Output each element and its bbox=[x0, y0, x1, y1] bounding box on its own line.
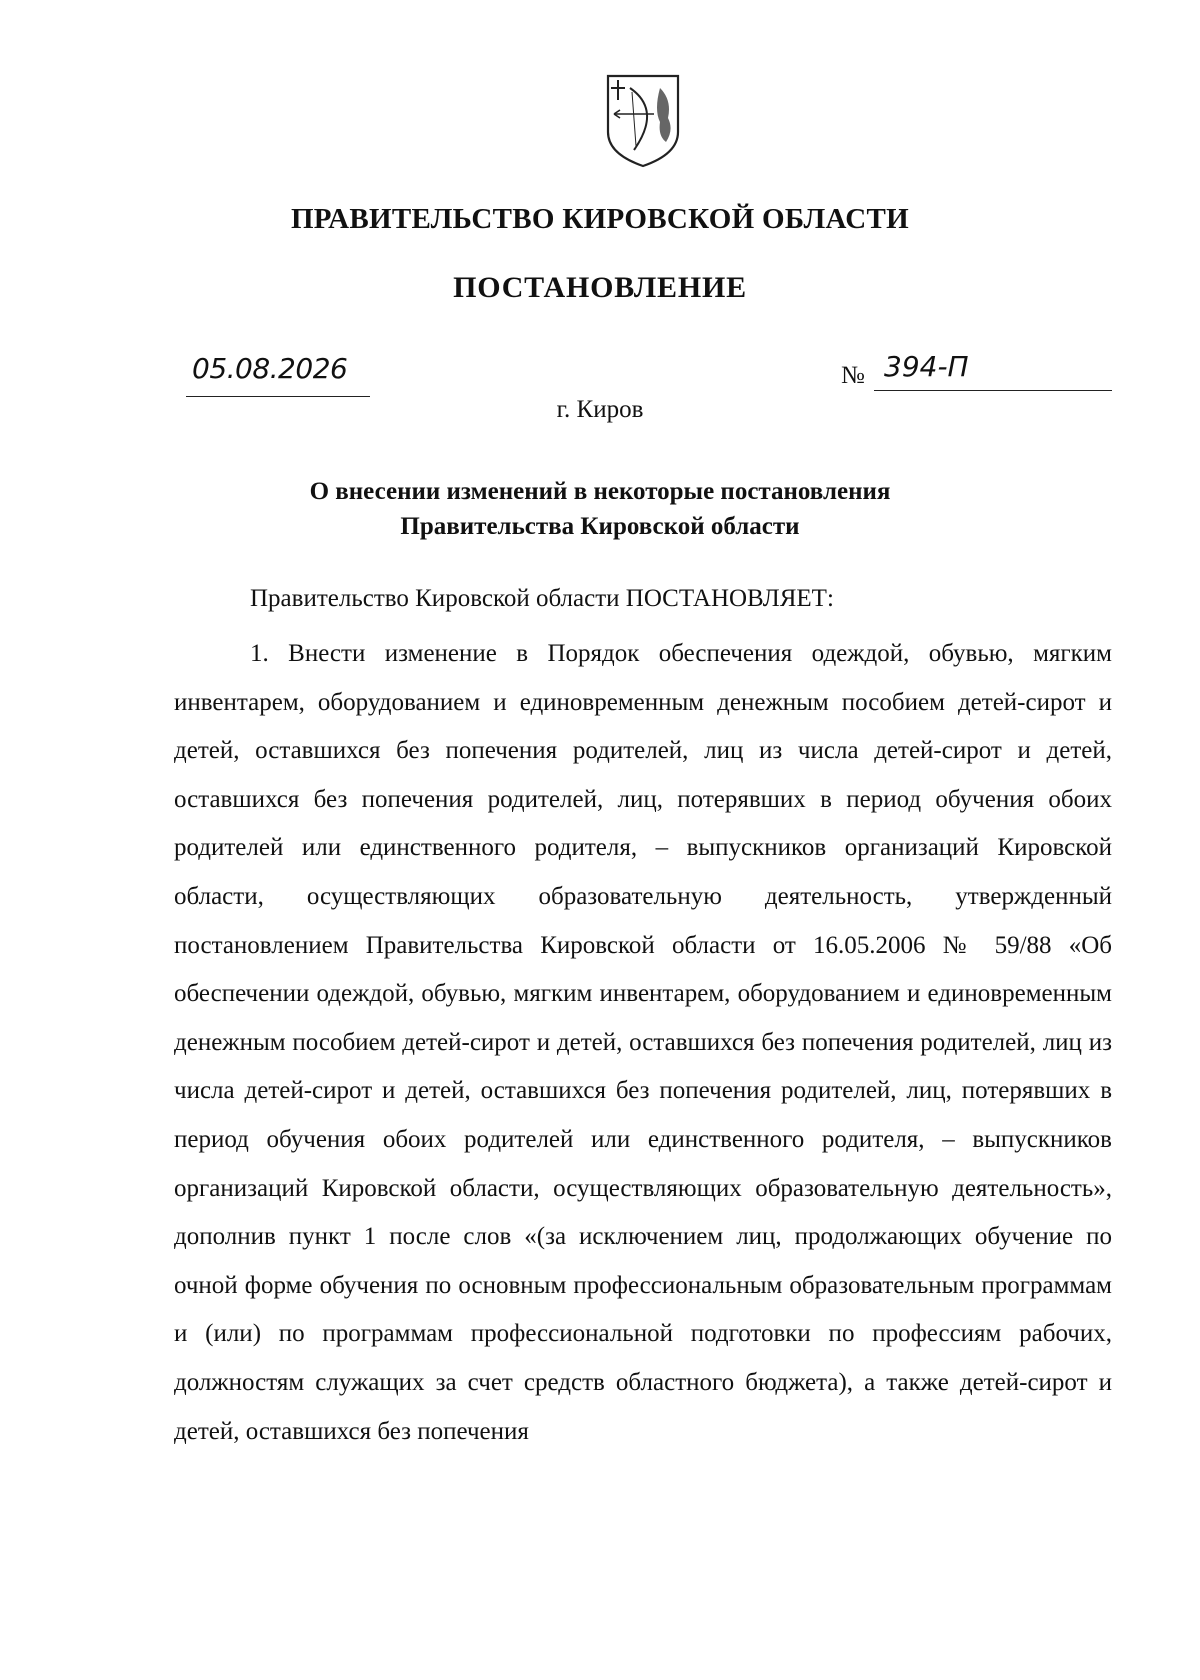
document-date: 05.08.2026 bbox=[192, 352, 348, 385]
subject-line-2: Правительства Кировской области bbox=[400, 513, 800, 540]
paragraph-1: 1. Внести изменение в Порядок обеспечения одеждой, обувью, мягким инвентарем, оборудованием и единовременным денежным пособием детей-сирот и детей, оставшихся без попечения родителей, лиц из числа детей-сирот и детей, оставшихся без попечения родителей, лиц, потерявших в период обучения обоих родителей или единственного родителя, – выпускников организаций Кировской области, осуществляющих образовательную деятельность, утвержденный постановлением Правительства Кировской области от 16.05.2006 № 59/88 «Об обеспечении одеждой, обувью, мягким инвентарем, оборудованием и единовременным денежным пособием детей-сирот и детей, оставшихся без попечения родителей, лиц из числа детей-сирот и детей, оставшихся без попечения родителей, лиц, потерявших в период обучения обоих родителей или единственного родителя, – выпускников организаций Кировской области, осуществляющих образовательную деятельность», дополнив пункт 1 после слов «(за исключением лиц, продолжающих обучение по очной форме обучения по основным профессиональным образовательным программам и (или) по программам профессиональной подготовки по профессиям рабочих, должностям служащих за счет средств областного бюджета), а также детей-сирот и детей, оставшихся без попечения bbox=[174, 640, 1112, 1445]
city-label: г. Киров bbox=[556, 396, 644, 423]
number-underline bbox=[874, 390, 1112, 391]
organization-title: ПРАВИТЕЛЬСТВО КИРОВСКОЙ ОБЛАСТИ bbox=[290, 203, 910, 235]
preamble: Правительство Кировской области ПОСТАНОВЛЯЕТ: bbox=[250, 585, 834, 612]
subject-line-1: О внесении изменений в некоторые постановления bbox=[309, 478, 891, 505]
document-subject bbox=[0, 474, 1200, 544]
number-label: № bbox=[841, 362, 865, 389]
coat-of-arms-icon bbox=[602, 70, 684, 170]
document-type-title: ПОСТАНОВЛЕНИЕ bbox=[453, 271, 747, 304]
document-number: 394-П bbox=[884, 350, 969, 383]
